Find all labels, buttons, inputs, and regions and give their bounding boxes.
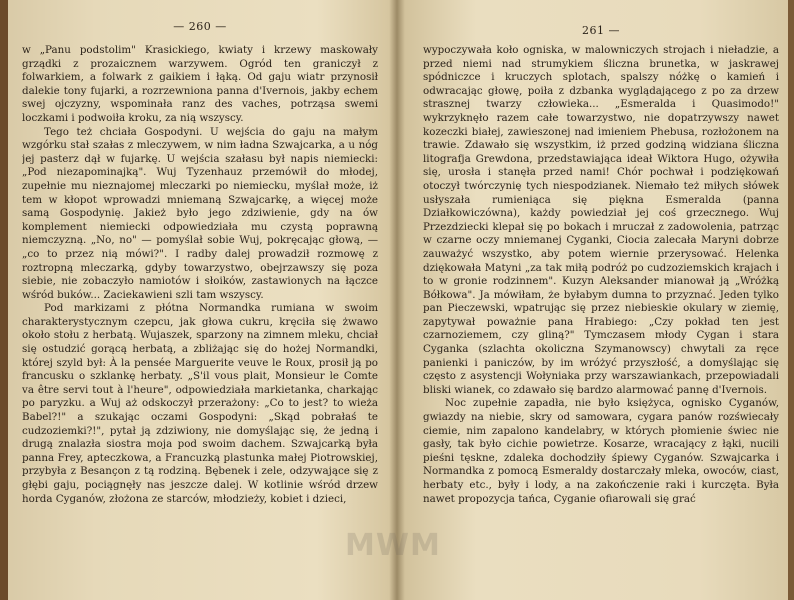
left-paragraph-1: w „Panu podstolim" Krasickiego, kwiaty i krzewy maskowały grządki z prozaicznem warzywem. Ogród ten graniczył z folwarkiem, a folwark z gaikiem i łąką. Od gaju wiatr przynosił dalekie tony fujarki, a rozrzewniona panna d'Ivernois, jakby echem swej ojczyzny, wspominała ranz des vaches, potrząsa swemi loczkami i podwoiła kroku, za nią wszyscy. xyxy=(22,44,378,124)
left-page xyxy=(22,0,378,600)
left-paragraph-3: Pod markizami z płótna Normandka rumiana w swoim charakterystycznym czepcu, jak głowa cukru, kręciła się żwawo około stołu z herbatą. Wujaszek, sparzony na zimnem mleku, chciał się ostudzić gorącą herbatą, a zbliżając się do hożej Normandki, której szyld był: À la pensée Marguerite veuve le Roux, prosił ją po francusku o szklankę herbaty. „S'il vous plait, Monsieur le Comte va être servi tout à l'heure", odpowiedziała markietanka, charkając po paryzku. a Wuj aż odskoczył przerażony: „Co to jest? to wieża Babel?!" a szukając oczami Gospodyni: „Skąd pobrałaś te cudzoziemki?!", pytał ją zdziwiony, nie domyślając się, że jedną i drugą znalazła siostra moja pod swoim dachem. Szwajcarką była panna Frey, apteczkowa, a Francuzką plastunka małej Piotrowskiej, przybyła z Besançon z tą rodziną. Bębenek i zele, odzywające się z głębi gaju, pociągnęły nas jeszcze dalej. W kotlinie wśród drzew horda Cyganów, złożona ze starców, młodzieży, kobiet i dzieci, xyxy=(22,302,378,505)
page-number-right: 261 — xyxy=(582,24,620,37)
left-page-text xyxy=(22,44,378,506)
book-edge-left xyxy=(0,0,8,600)
left-paragraph-2: Tego też chciała Gospodyni. U wejścia do gaju na małym wzgórku stał szałas z mleczywem, w nim ładna Szwajcarka, a u nóg jej pasterz dął w fujarkę. U wejścia szałasu był napis niemiecki: „Pod niezapominajką". Wuj Tyzenhauz przemówił do młodej, zupełnie mu nieznajomej mleczarki po niemiecku, myślał może, iż tem w kłopot wprowadzi mniemaną Szwajcarkę, a więcej może samą Gospodynię. Jakież było jego zdziwienie, gdy na ów komplement niemiecki odpowiedziała mu czystą poprawną niemczyzną. „No, no" — pomyślał sobie Wuj, pokręcając głową, — „co to przez nią mówi?". I radby dalej prowadził rozmowę z roztropną mleczarką, gdyby towarzystwo, obejrzawszy się poza siebie, nie zobaczyło namiotów i słoików, zastawionych na łączce wśród buków... Zaciekawieni szli tam wszyscy. xyxy=(22,125,378,301)
right-page-text xyxy=(423,44,779,506)
right-paragraph-2: Noc zupełnie zapadła, nie było księżyca, ognisko Cyganów, gwiazdy na niebie, skry od samowara, cygara panów rozświecały ciemie, nim zapalono kandelabry, w których płomienie świec nie gasły, tak było cichie powietrze. Kosarze, wracający z łąki, nucili pieśni tęskne, zdaleka dochodziły śpiewy Cyganów. Szwajcarka i Normandka z pomocą Esmeraldy dostarczały mleka, owoców, ciast, herbaty etc., były i lody, a na zakończenie raki i kurczęta. Była nawet propozycja tańca, Cyganie ofiarowali się grać xyxy=(423,397,779,505)
right-paragraph-1: wypoczywała koło ogniska, w malowniczych strojach i nieładzie, a przed niemi nad strumykiem śliczna brunetka, w jaskrawej spódniczce i kruczych splotach, spalszy nóżkę o kamień i odwracając głowę, poiła z dzbanka wyglądającego z po za drzew strasznej twarzy człowieka... „Esmeralda i Quasimodo!" wykrzyknęło razem całe towarzystwo, nie dopatrzywszy nawet kozeczki białej, zawieszonej nad imieniem Phebusa, rozłożonem na trawie. Zdawało się wszystkim, iż przed godziną widziana śliczna litografja Grewdona, przedstawiająca ideał Wiktora Hugo, ożywiła się, urosła i stanęła przed nami! Chór pochwał i podziękowań otoczył twórczynię tych niespodzianek. Niemało też miłych słówek usłyszała rumieniąca się piękna Esmeralda (panna Działkowiczówna), każdy powiedział jej coś grzecznego. Wuj Przezdziecki klepał się po bokach i mruczał z zadowolenia, patrząc w czarne oczy mniemanej Cyganki, Ciocia zalecała Maryni dobrze zauważyć wszystko, aby potem wiernie przerysować. Helenka dziękowała Matyni „za tak miłą podróż po cudzoziemskich krajach i to w gronie rodzinnem". Kuzyn Aleksander mianował ją „Wróżką Bółkowa". Ja mówiłam, że byłabym dumna to przyznać. Jeden tylko pan Pieczewski, wpatrując się przez niebieskie okulary w ziemię, zapytywał poważnie pana Hrabiego: „Czy pokład ten jest czarnoziemem, czy gliną?" Tymczasem młody Cygan i stara Cyganka (szlachta okoliczna Szymanowscy) chwytali za ręce panienki i paniczów, by im wróżyć przyszłość, a domyślając się często z asystencji Wołyniaka przy warszawiankach, przepowiadali bliski wianek, co zdawało się bardzo alarmować pannę d'Ivernois. xyxy=(423,44,779,396)
book-edge-right xyxy=(788,0,794,600)
right-page xyxy=(423,0,779,600)
watermark: MWM xyxy=(345,528,441,563)
page-number-left: — 260 — xyxy=(173,20,227,33)
